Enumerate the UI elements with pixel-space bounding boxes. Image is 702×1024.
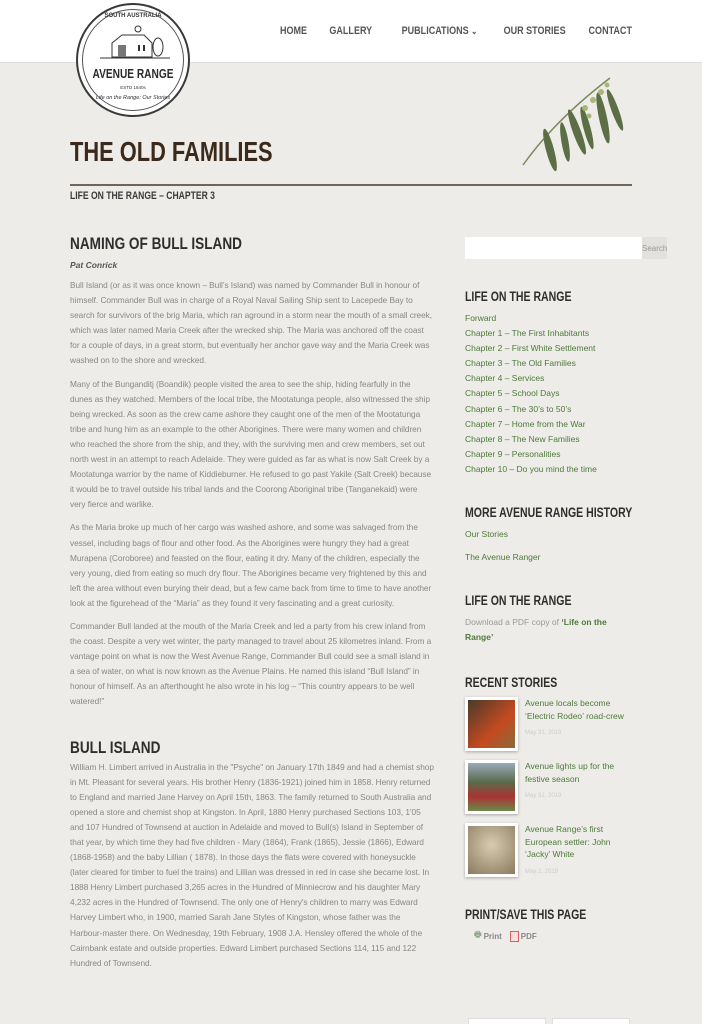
widget-heading: RECENT STORIES <box>465 675 558 691</box>
paragraph: As the Maria broke up much of her cargo was washed ashore, and some was salvaged from the vessel, including bags of flour and other food. As the Aborigines were hungry they had a great Murapena (Coroboree) and feasted on the flour, eating it dry. Many of the children, especially the very young, died from eating so much dry flour. The Aborigines became very frightened by this and left the area without even burying their dead, but a few came back from time to time to have another look at the figurehead of the “Maria” as they found it very fascinating and a great curiosity. <box>70 522 432 608</box>
nav-our-stories[interactable]: OUR STORIES <box>504 25 567 37</box>
story-thumbnail[interactable] <box>465 697 518 751</box>
history-links <box>465 527 632 565</box>
search-form <box>465 237 668 259</box>
widget-more-history <box>465 505 632 565</box>
story-date: May 31, 2019 <box>525 730 562 737</box>
logo-top-text: SOUTH AUSTRALIA <box>104 13 162 19</box>
nav-contact[interactable]: CONTACT <box>588 25 632 37</box>
paragraph: William H. Limbert arrived in Australia in the "Psyche" on January 17th 1849 and had a chemist shop in Mt. Pleasant for several years. His brother Henry (1836-1921) joined him in 1858. Henry returned to England and married Jane Harvey on April 15th, 1863. The family returned to South Australia and opened a store and chemist shop at Kingston. In April, 1880 Henry purchased Sections 103, 1'05 and 107 Hundred of Townsend at auction in Adelaide and moved to Bull(s) Island in September of that year, by which time they had five children - Mary (1864), Frank (1865), Jessie (1866), Edward (1868-1958) and the baby Lillian ( 1878). In those days the flats were covered with honeysuckle (later cleared for timber to fuel the trains) and Lillian was dressed in red in case she became lost. In 1888 Henry Limbert purchased 3,265 acres in the Hundred of Minniecrow and his daughter Mary 4,232 acres in the Hundred of Townsend. The only one of Henry's children to marry was Edward Harvey Limbert who, in 1900, married Sarah Jane Styles of Kingston, whose father was the Harbour-master there. On Wednesday, 19th February, 1908 J.A. Hensley offered the whole of the Cairnbank estate and outside properties. Edward Limbert purchased Sections 114, 115 and 122 Hundred of Townsend. <box>70 761 434 968</box>
paragraph: Bull Island (or as it was once known – Bull’s Island) was named by Commander Bull in honour of himself. Commander Bull was in charge of a Royal Naval Sailing Ship sent to Lacepede Bay to search for survivors of the brig Maria, which ran aground in a storm near the mouth of a small creek, which was later named Maria Creek after the wrecked ship. The Maria was anchored off the coast for a couple of days, in a great storm, but eventually her anchor gave way and the Maria Creek was washed on to the shore and wrecked. <box>70 280 433 366</box>
chapter-link[interactable]: Chapter 6 – The 30’s to 50’s <box>465 403 572 414</box>
section-heading-bull-island: BULL ISLAND <box>70 737 161 757</box>
chapter-link[interactable]: Chapter 4 – Services <box>465 373 545 384</box>
article-author: Pat Conrick <box>70 260 118 270</box>
nav-gallery[interactable]: GALLERY <box>329 25 372 37</box>
pdf-icon <box>510 931 519 942</box>
chapter-link[interactable]: Chapter 10 – Do you mind the time <box>465 463 597 474</box>
story-thumbnail[interactable] <box>465 823 518 877</box>
chapter-link[interactable]: Chapter 1 – The First Inhabitants <box>465 328 590 339</box>
paragraph: Commander Bull landed at the mouth of the Maria Creek and led a party from his crew inland from the coast. Despite a very wet winter, the party managed to travel about 25 kilometres inland. From a vantage point on what is now the West Avenue Range, Commander Bull could see a small island in a sea of water, on what is now known as the Avenue Plains. He named this island “Bull Island” in honour of himself. As an afterthought he also wrote in his log – “This country appears to be well watered!” <box>70 620 432 707</box>
pdf-text <box>465 615 632 645</box>
pdf-text-label: Download a PDF copy of <box>465 617 562 628</box>
nav-publications-label: PUBLICATIONS <box>401 25 469 37</box>
story-date: May 31, 2019 <box>525 793 562 800</box>
link-avenue-ranger[interactable]: The Avenue Ranger <box>465 552 541 563</box>
title-divider <box>70 184 632 186</box>
footer-widgets <box>468 1018 630 1024</box>
nav-publications[interactable] <box>402 25 478 37</box>
link-our-stories[interactable]: Our Stories <box>465 529 508 540</box>
printer-icon: 🖶 <box>474 930 482 940</box>
search-button[interactable]: Search <box>642 237 667 259</box>
page-subtitle: LIFE ON THE RANGE – CHAPTER 3 <box>70 190 215 202</box>
print-label: Print <box>483 931 502 941</box>
chapter-link[interactable]: Chapter 9 – Personalities <box>465 448 561 459</box>
section-heading-naming: NAMING OF BULL ISLAND <box>70 234 243 253</box>
recent-story <box>465 697 632 751</box>
story-link[interactable]: Avenue locals become ‘Electric Rodeo’ road-crew <box>525 698 624 721</box>
widget-print <box>465 907 632 943</box>
recent-story <box>465 760 632 814</box>
story-date: May 2, 2019 <box>525 868 559 875</box>
widget-heading: MORE AVENUE RANGE HISTORY <box>465 505 633 521</box>
widget-recent-stories <box>465 675 632 877</box>
house-icon <box>100 21 170 61</box>
site-logo[interactable] <box>76 3 190 117</box>
widget-pdf <box>465 593 632 645</box>
paragraph: Many of the Bunganditj (Boandik) people visited the area to see the ship, hiding fearfully in the dunes as they watched. Members of the local tribe, the Mootatunga people, also witnessed the ship being wrecked. As soon as the crew came ashore they caught one of the men of the Mootatunga tribe and hung him as an example to the other Aborigines. There were many women and children who reached the shore from the ship, and they, with the surviving men and crew members, set out north west in an attempt to reach Adelaide. They were guided as far as what is now Salt Creek by a Mootatunga warrior by the name of Kiddieburner. He refused to go past Yakile (Salt Creek) because it would be to travel outside his tribal lands and the Coorong Aboriginal tribe (Tanganekaid) were very fierce and warlike. <box>70 378 432 510</box>
chapter-link[interactable]: Chapter 3 – The Old Families <box>465 358 576 369</box>
print-button[interactable] <box>474 929 502 943</box>
widget-heading: LIFE ON THE RANGE <box>465 593 572 609</box>
pdf-button[interactable] <box>510 931 537 942</box>
pdf-label: PDF <box>520 931 537 941</box>
pdf-download-link[interactable]: ‘Life on the Range’ <box>465 617 607 643</box>
widget-heading: PRINT/SAVE THIS PAGE <box>465 907 587 923</box>
footer-box <box>552 1018 630 1024</box>
sidebar <box>465 237 668 943</box>
chapter-link[interactable]: Chapter 8 – The New Families <box>465 433 580 444</box>
logo-tagline: Life on the Range: Our Stories <box>95 95 171 101</box>
article <box>70 234 434 979</box>
chapter-link[interactable]: Forward <box>465 313 497 323</box>
logo-estd: ESTD 1840s <box>120 85 146 90</box>
chevron-down-icon: ⌄ <box>471 26 478 36</box>
footer-box <box>468 1018 546 1024</box>
widget-heading: LIFE ON THE RANGE <box>465 289 572 304</box>
chapter-link[interactable]: Chapter 2 – First White Settlement <box>465 343 596 354</box>
story-thumbnail[interactable] <box>465 760 518 814</box>
widget-life-on-the-range <box>465 289 632 477</box>
search-input[interactable] <box>465 237 642 259</box>
recent-story <box>465 823 632 877</box>
chapter-link[interactable]: Chapter 7 – Home from the War <box>465 418 586 429</box>
story-link[interactable]: Avenue Range’s first European settler: John ‘Jacky’ White <box>525 824 611 860</box>
print-actions <box>474 929 632 943</box>
chapter-link[interactable]: Chapter 5 – School Days <box>465 388 560 399</box>
story-link[interactable]: Avenue lights up for the festive season <box>525 761 615 784</box>
page-title: THE OLD FAMILIES <box>70 136 273 167</box>
logo-name: AVENUE RANGE <box>92 66 174 81</box>
chapter-links <box>465 311 632 477</box>
nav-home[interactable]: HOME <box>279 25 307 37</box>
main-nav <box>274 25 632 37</box>
eucalyptus-leaf-image <box>515 70 635 185</box>
